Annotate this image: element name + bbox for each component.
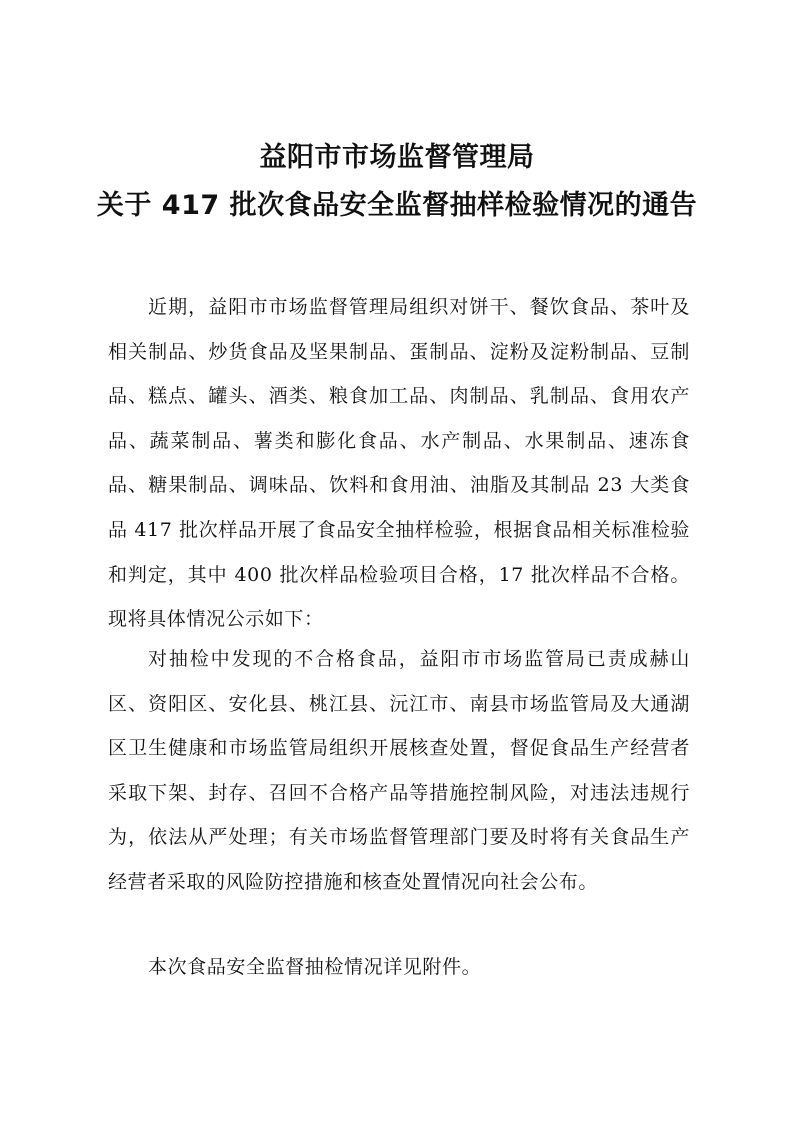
- document-title-line2: 关于 417 批次食品安全监督抽样检验情况的通告: [96, 190, 698, 221]
- body-paragraph-2: [108, 637, 690, 905]
- body-paragraph-1: [108, 285, 690, 642]
- document-title-line1: 益阳市市场监督管理局: [259, 142, 535, 173]
- paragraph-text: 对抽检中发现的不合格食品，益阳市市场监管局已责成赫山区、资阳区、安化县、桃江县、沅江市、南县市场监管局及大通湖区卫生健康和市场监管局组织开展核查处置，督促食品生产经营者采取下架、封存、召回不合格产品等措施控制风险，对违法违规行为，依法从严处理；有关市场监督管理部门要及时将有关食品生产经营者采取的风险防控措施和核查处置情况向社会公布。: [108, 648, 690, 893]
- body-paragraph-3: [108, 945, 690, 990]
- paragraph-text: 近期，益阳市市场监督管理局组织对饼干、餐饮食品、茶叶及相关制品、炒货食品及坚果制品、蛋制品、淀粉及淀粉制品、豆制品、糕点、罐头、酒类、粮食加工品、肉制品、乳制品、食用农产品、蔬菜制品、薯类和膨化食品、水产制品、水果制品、速冻食品、糖果制品、调味品、饮料和食用油、油脂及其制品 23 大类食品 417 批次样品开展了食品安全抽样检验，根据食品相关标准检验和判定，其中 400 批次样品检验项目合格，17 批次样品不合格。现将具体情况公示如下：: [108, 296, 690, 631]
- paragraph-text: 本次食品安全监督抽检情况详见附件。: [148, 956, 482, 978]
